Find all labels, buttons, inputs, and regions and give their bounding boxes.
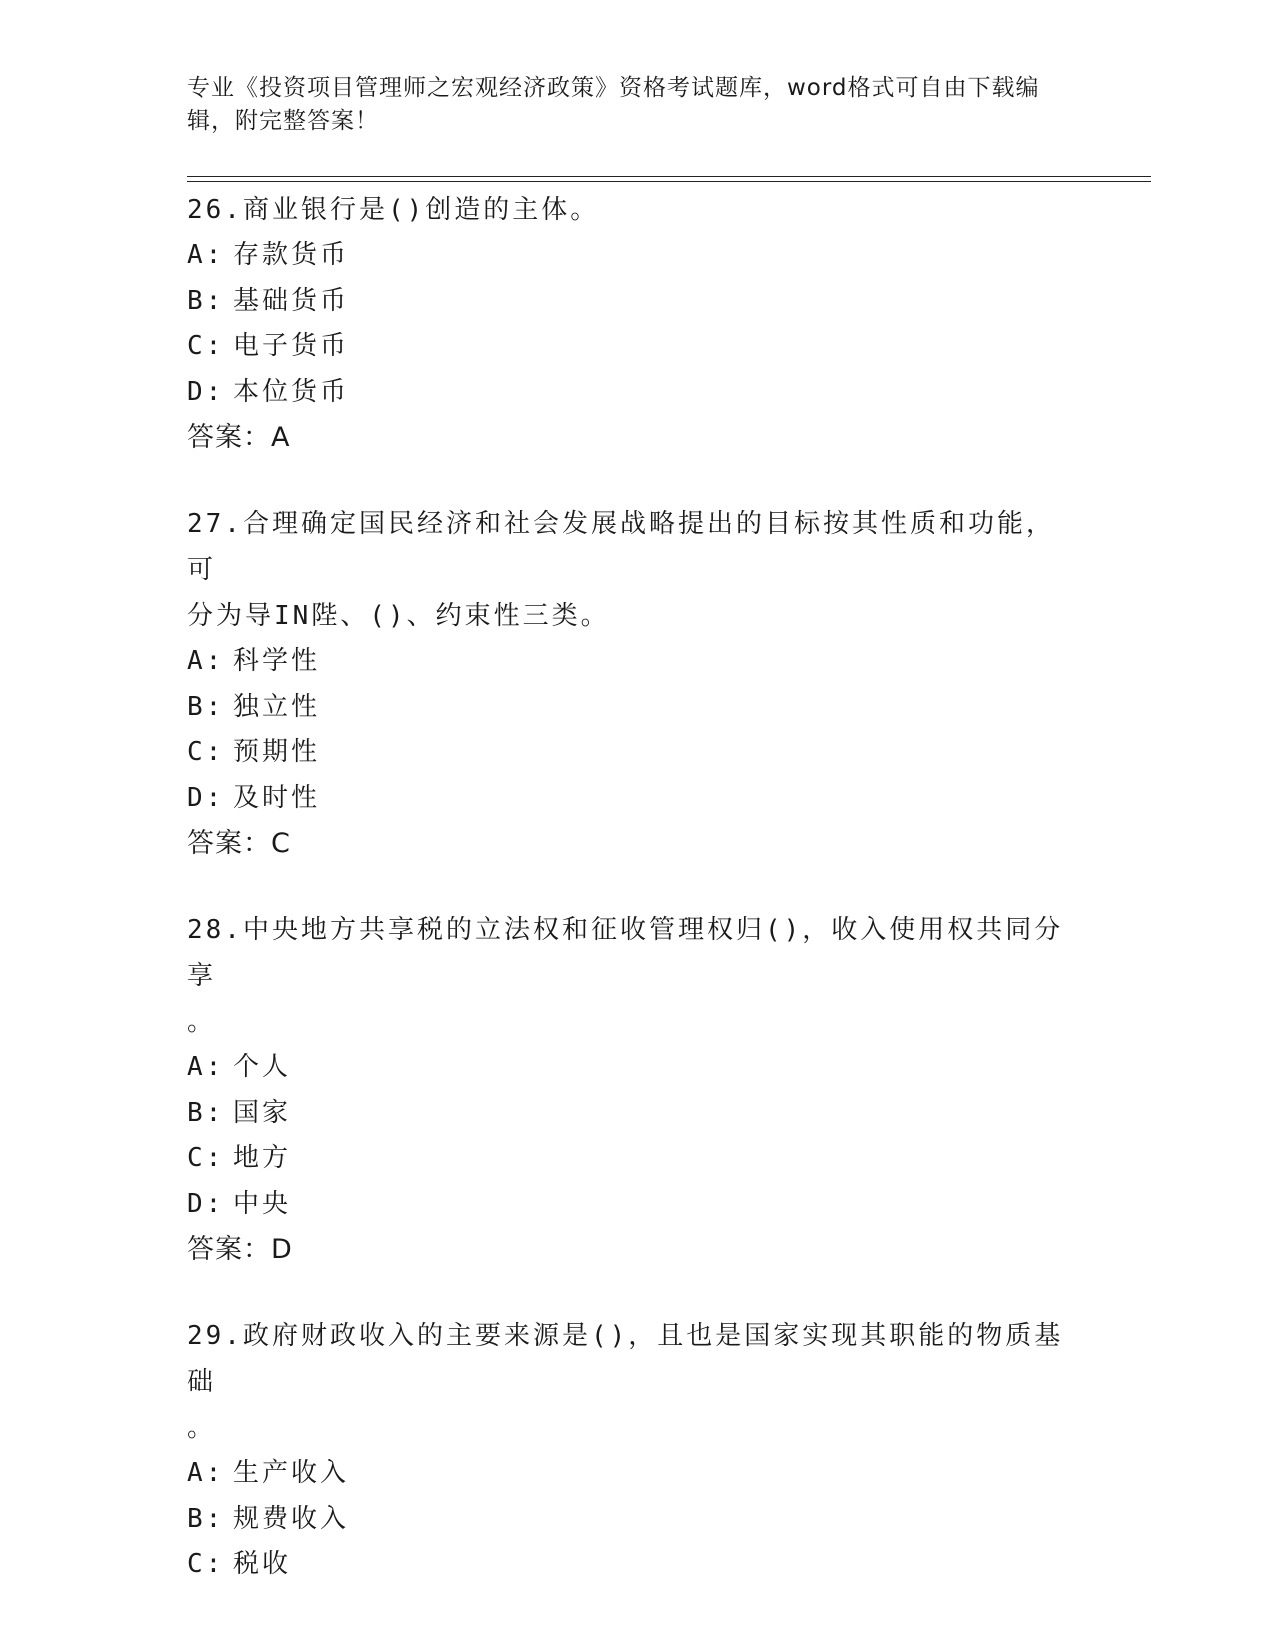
option-b xyxy=(187,279,1077,325)
option-letter: B: xyxy=(187,1503,225,1534)
option-letter: C: xyxy=(187,331,225,361)
option-letter: C: xyxy=(187,737,225,767)
option-letter: B: xyxy=(187,1097,225,1128)
option-letter: D: xyxy=(187,782,225,813)
option-text: 个人 xyxy=(233,1052,292,1082)
option-letter: A: xyxy=(187,240,225,270)
option-text: 规费收入 xyxy=(233,1503,350,1534)
option-c xyxy=(187,1542,1077,1588)
option-d xyxy=(187,370,1077,416)
question-27 xyxy=(187,501,1077,867)
option-letter: D: xyxy=(187,1188,225,1219)
option-a xyxy=(187,1451,1077,1497)
option-text: 本位货币 xyxy=(233,376,350,407)
question-text: 26.商业银行是()创造的主体。 xyxy=(187,195,600,225)
option-letter: B: xyxy=(187,691,225,722)
option-b xyxy=(187,685,1077,731)
option-c xyxy=(187,730,1077,776)
answer: 答案：C xyxy=(187,828,291,859)
option-text: 中央 xyxy=(233,1188,292,1219)
question-list xyxy=(187,187,1077,1628)
option-letter: C: xyxy=(187,1143,225,1173)
answer: 答案：A xyxy=(187,422,291,453)
option-letter: A: xyxy=(187,1052,225,1082)
question-text-continued: 。 xyxy=(187,1007,214,1037)
option-text: 独立性 xyxy=(233,691,321,722)
header-line-2: 辑，附完整答案！ xyxy=(187,108,379,134)
option-text: 存款货币 xyxy=(233,240,350,270)
option-text: 预期性 xyxy=(233,737,321,767)
question-text: 29.政府财政收入的主要来源是()，且也是国家实现其职能的物质基础 xyxy=(187,1321,1064,1397)
option-text: 生产收入 xyxy=(233,1458,350,1488)
question-text-continued: 分为导IN陛、()、约束性三类。 xyxy=(187,601,610,631)
question-29 xyxy=(187,1313,1077,1588)
option-a xyxy=(187,1045,1077,1091)
option-text: 地方 xyxy=(233,1143,292,1173)
option-letter: B: xyxy=(187,285,225,316)
document-header xyxy=(187,72,1067,138)
option-text: 基础货币 xyxy=(233,285,350,316)
header-line-1: 专业《投资项目管理师之宏观经济政策》资格考试题库，word格式可自由下载编 xyxy=(187,75,1040,101)
header-divider-top xyxy=(187,176,1151,177)
option-b xyxy=(187,1497,1077,1543)
option-letter: C: xyxy=(187,1549,225,1579)
option-c xyxy=(187,324,1077,370)
option-a xyxy=(187,639,1077,685)
option-b xyxy=(187,1091,1077,1137)
option-c xyxy=(187,1136,1077,1182)
option-letter: A: xyxy=(187,646,225,676)
option-letter: D: xyxy=(187,376,225,407)
answer: 答案：D xyxy=(187,1234,293,1265)
option-text: 税收 xyxy=(233,1549,292,1579)
question-26 xyxy=(187,187,1077,461)
option-a xyxy=(187,233,1077,279)
header-divider-bottom xyxy=(187,181,1151,182)
option-text: 及时性 xyxy=(233,782,321,813)
question-text: 27.合理确定国民经济和社会发展战略提出的目标按其性质和功能，可 xyxy=(187,509,1055,585)
question-text-continued: 。 xyxy=(187,1413,214,1443)
option-d xyxy=(187,776,1077,822)
question-text: 28.中央地方共享税的立法权和征收管理权归()，收入使用权共同分享 xyxy=(187,915,1064,991)
option-letter: A: xyxy=(187,1458,225,1488)
option-text: 电子货币 xyxy=(233,331,350,361)
option-text: 科学性 xyxy=(233,646,321,676)
option-d xyxy=(187,1182,1077,1228)
question-28 xyxy=(187,907,1077,1273)
option-text: 国家 xyxy=(233,1097,292,1128)
